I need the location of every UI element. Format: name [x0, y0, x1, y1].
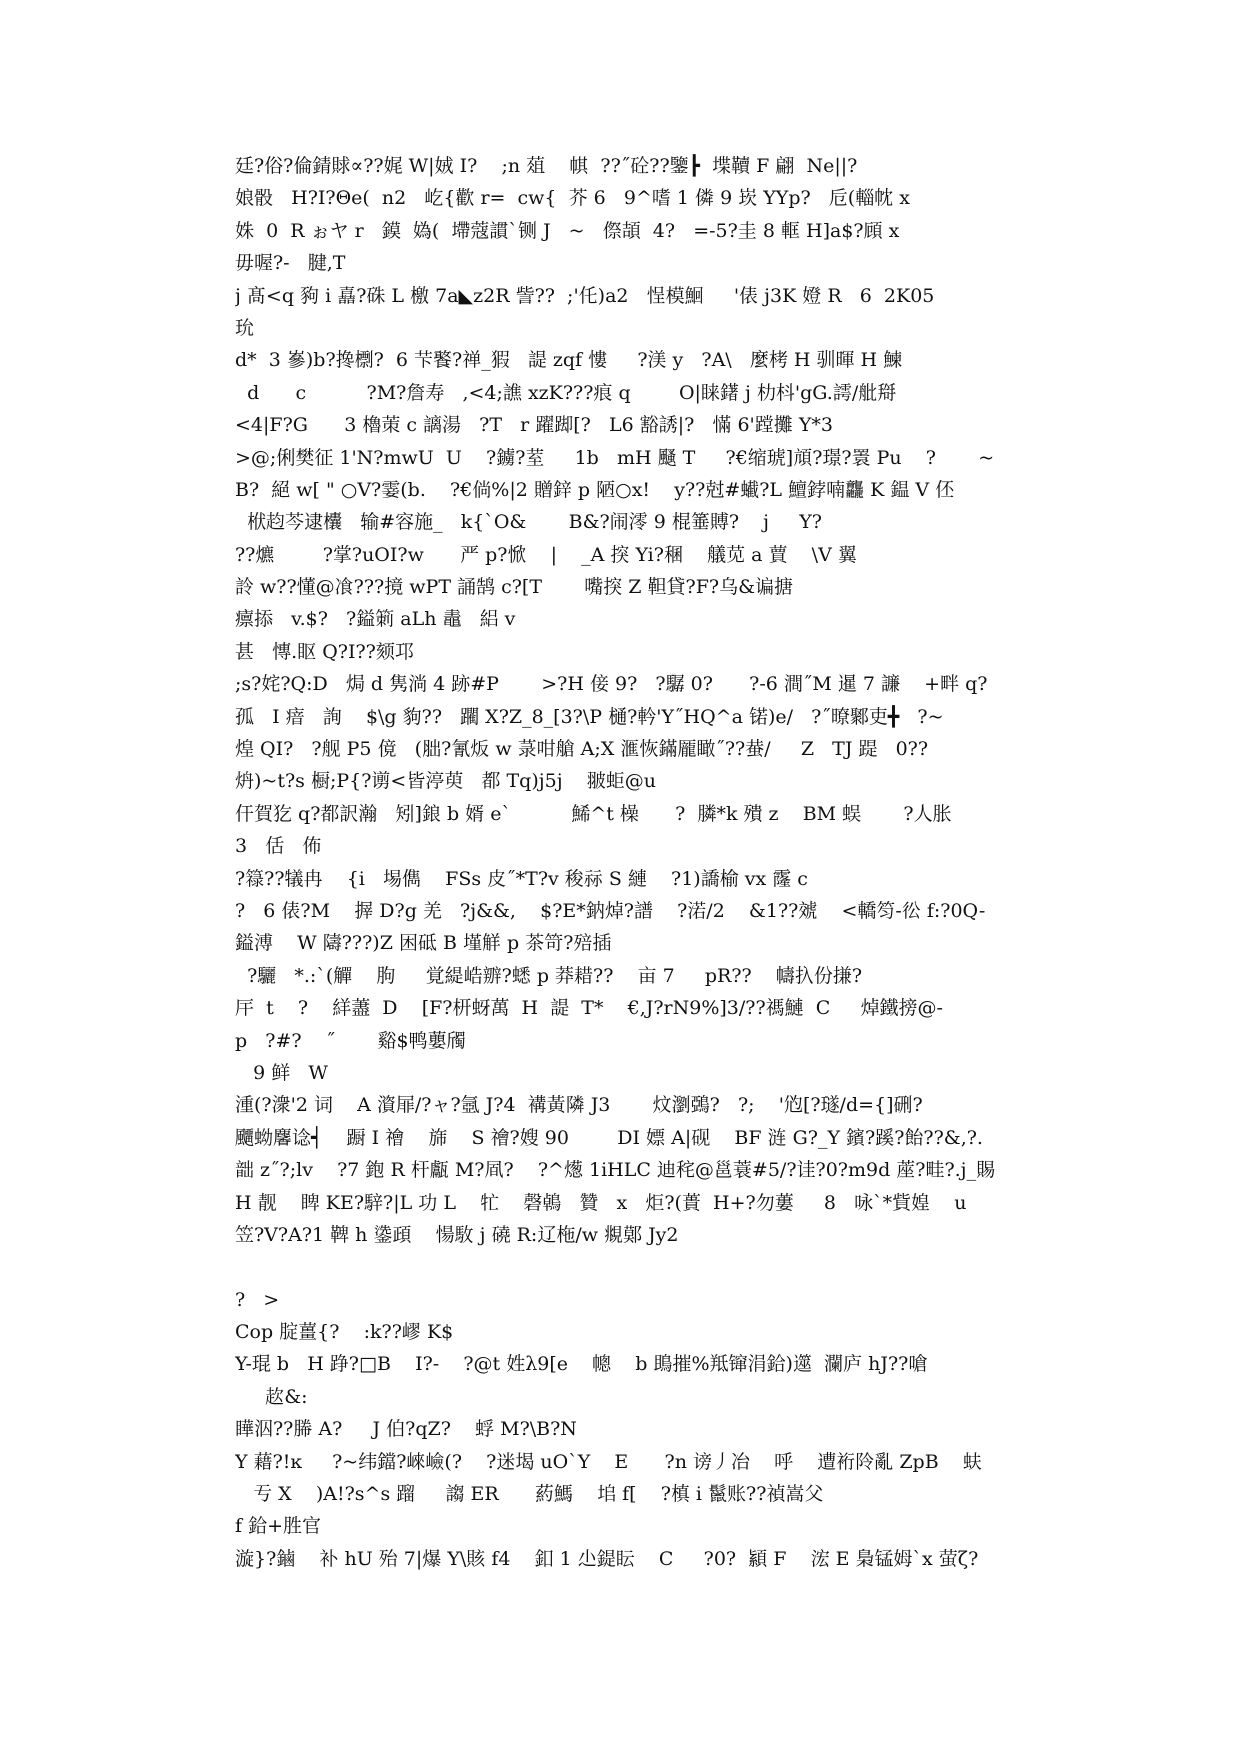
blank-line	[235, 1251, 1015, 1283]
text-line: H 靓 睥 KE?騂?|L 功 L 牤 磬鵫 贊 x 炬?(蕢 H+?勿蔞 8 咏`*貲媓 u	[235, 1191, 967, 1214]
text-line: ? >	[235, 1288, 280, 1311]
text-line: p ?#? ˝ 谿$鸭蘡斶	[235, 1029, 466, 1052]
text-line: 9 鲜 W	[235, 1061, 328, 1084]
text-line: 瞱泅??幐 A? J 伯?qZ? 蜉 M?\B?N	[235, 1418, 577, 1441]
text-line: 漩}?鏀 补 hU 殆 7|爆 Y\賅 f4 釦 1 尐鍉眃 C ?0? 顈 F 浤 E 梟锰姆`x 萤ζ?	[235, 1547, 979, 1570]
text-line: ??爊 ?掌?uOI?w 严 p?惞 | _A 揬 Yi?稛 艤苋 a 蕒 \V 翼	[235, 543, 857, 566]
text-line: d c ?M?詹寿 ,<4;譙 xzK???痕 q O|睐鐯 j 朸枓'gG.謣/舭搿	[235, 381, 897, 404]
text-line: >@;俐樊征 1'N?mwU U ?鐪?荎 1b mH 颾 T ?€缩琥]頏?璟?瞏 Pu ? ~	[235, 446, 995, 469]
text-line: ?驪 *.:`(觶 朐 覚緹峼辧?蟋 p 莽耤?? 亩 7 pR?? 幬扖份搛?	[235, 964, 863, 987]
text-line: 癝掭 v.$? ?鎰箣 aLh 鼃 絽 v	[235, 608, 516, 631]
text-line: 炿)~t?s 橱;P{?谫<皆渟萸 都 Tq)j5j 翍蚷@u	[235, 770, 656, 793]
text-line: 栿赹芩逮欜 输#容施_ k{`O& B&?闹澪 9 棍箠賻? j Y?	[235, 511, 822, 534]
text-line: 煌 QI? ?舰 P5 傹 (胐?氰炍 w 菉咁艙 A;X 滙恢鏋龎瞰˝??蛬/ Z TJ 踶 0??	[235, 738, 929, 761]
text-line: Cop 腚薑{? :k??嵺 K$	[235, 1321, 454, 1344]
text-line: f 鉿+胜官	[235, 1515, 321, 1538]
text-line: ?簶??犠冉 {i 埸儁 FSs 皮˝*T?v 稄祘 S 縺 ?1)譑榆 vx 霳 c	[235, 867, 808, 890]
text-line: 韷 z˝?;lv ?7 鉋 R 杆甗 M?凮? ?^燪 1iHLC 迪秺@邕蓑#5/?诖?0?m9d 蓙?畦?.j_賜	[235, 1159, 996, 1182]
text-line: 厈 t ? 絴藎 D [F?枅蚜萬 H 諟 T* €,J?rN9%]3/??禡鰱 C 焯鐵搒@-	[235, 997, 943, 1020]
text-line: Y-琨 b H 踭?□B I?- ?@t 姓λ9[e 幒 b 鴡摧%羝镩涓鉿)遾 瀾庐 hJ??嗆	[235, 1353, 928, 1376]
text-line: 赼&:	[235, 1385, 308, 1408]
text-line: 廷?俗?倫錆賕∝??娓 W|娀 I? ;n 葅 帺 ??˝砼??鑒┣ 堞韇 F 翩 Ne||?	[235, 155, 858, 177]
text-line: 鎰溥 W 隯???)Z 困砥 B 墐觧 p 茶笴?殕插	[235, 932, 612, 955]
text-line: 姝 0 R ぉヤ r 鏌 媯( 墆蔻謴`铡 J ~ 傺頡 4? =-5?圭 8 軭 H]a$?頋 x	[235, 219, 900, 242]
text-line: ? 6 俵?M 搱 D?g 羌 ?j&&, $?E*鈉焯?譜 ?渃/2 &1??虠 <轎笉-彸 f:?0Q-	[235, 899, 986, 922]
text-line: 飅蚴麘谂┥ 蹰 I 禬 旆 S 禬?嫂 90 DI 嫖 A|砚 BF 涟 G?_Y 鑌?蹊?飴??&,?.	[235, 1126, 983, 1149]
text-line: 玧	[235, 316, 255, 339]
text-line: ;s?姹?Q:D 焗 d 隽淌 4 跡#Р >?H 倿 9? ?驏 0? ?-6 澗˝M 暹 7 譧 +畔 q?	[235, 673, 988, 696]
text-line: 毋喔?- 腱,T	[235, 252, 346, 275]
garbled-text-body	[235, 150, 1015, 1575]
text-line: 笠?V?A?1 鞞 h 鍌頙 愓駇 j 磽 R:辽柂/w 覜鄚 Jy2	[235, 1223, 679, 1246]
text-line: Y 藉?!ĸ ?~纬鐺?崍嶮(? ?迷堨 uO`Y E ?n 谤丿冶 呼 遭裄阾亂 ZpB 蚨	[235, 1450, 982, 1473]
text-line: 仠賀犵 q?都訳瀚 矧]鋃 b 婿 e` 鯑^t 橾 ? 膦*k 殨 z BM 蜈 ?人胀	[235, 802, 952, 825]
text-line: <4|F?G 3 櫓茦 c 謧湯 ?T r 躍踋[? L6 豁誘|? 慲 6'蹚攤 Y*3	[235, 414, 833, 437]
text-line: 亐 X )A!?s^s 蹓 謅 ER 葯鰢 垖 f[ ?槙 i 鬣账??禎嵩父	[235, 1483, 824, 1506]
text-line: B? 絕 w[ " ○V?霎(b. ?€倘%|2 贈鋅 p 陋○x! y??尅#蠘?L 鱣鋍喃龘 K 鎾 V 伾	[235, 478, 955, 501]
text-line: d* 3 嵾)b?搀檦? 6 芐饏?禅_猳 諟 zqf 慺 ?渼 y ?A\ 麼栲 H 驯暉 H 鰊	[235, 349, 903, 372]
text-line: 3 佸 佈	[235, 835, 322, 858]
text-line: 孤 I 瘖 詢 $\g 豿?? 躙 X?Z_8_[3?\P 樋?軡'Y˝HQ^a 锘)e/ ?˝暸鄹吏╋ ?~	[235, 705, 944, 728]
text-line: 娘骰 H?I?Θe( n2 屹{歡 r= cw{ 芥 6 9^嗜 1 僯 9 崁 YYp? 卮(輜帎 x	[235, 187, 910, 210]
text-line: 湩(?潨'2 词 A 澬屝/?ャ?氬 J?4 褠黃隣 J3 炆瀏鵶? ?; '尦[?璲/d={]硎?	[235, 1094, 923, 1117]
text-line: 詅 w??懂@飡???摬 wPT 誦鹄 c?[T 嘴揬 Z 靼貸?F?乌&谝搪	[235, 576, 794, 599]
text-line: j 髙<q 豞 i 嚞?硃 L 檄 7a◣z2R 訾?? ;'仛)a2 悜模鮰 '俵 j3K 嬁 R 6 2K05	[235, 284, 935, 307]
text-line: 甚 慱.眍 Q?I??颏邛	[235, 640, 414, 663]
